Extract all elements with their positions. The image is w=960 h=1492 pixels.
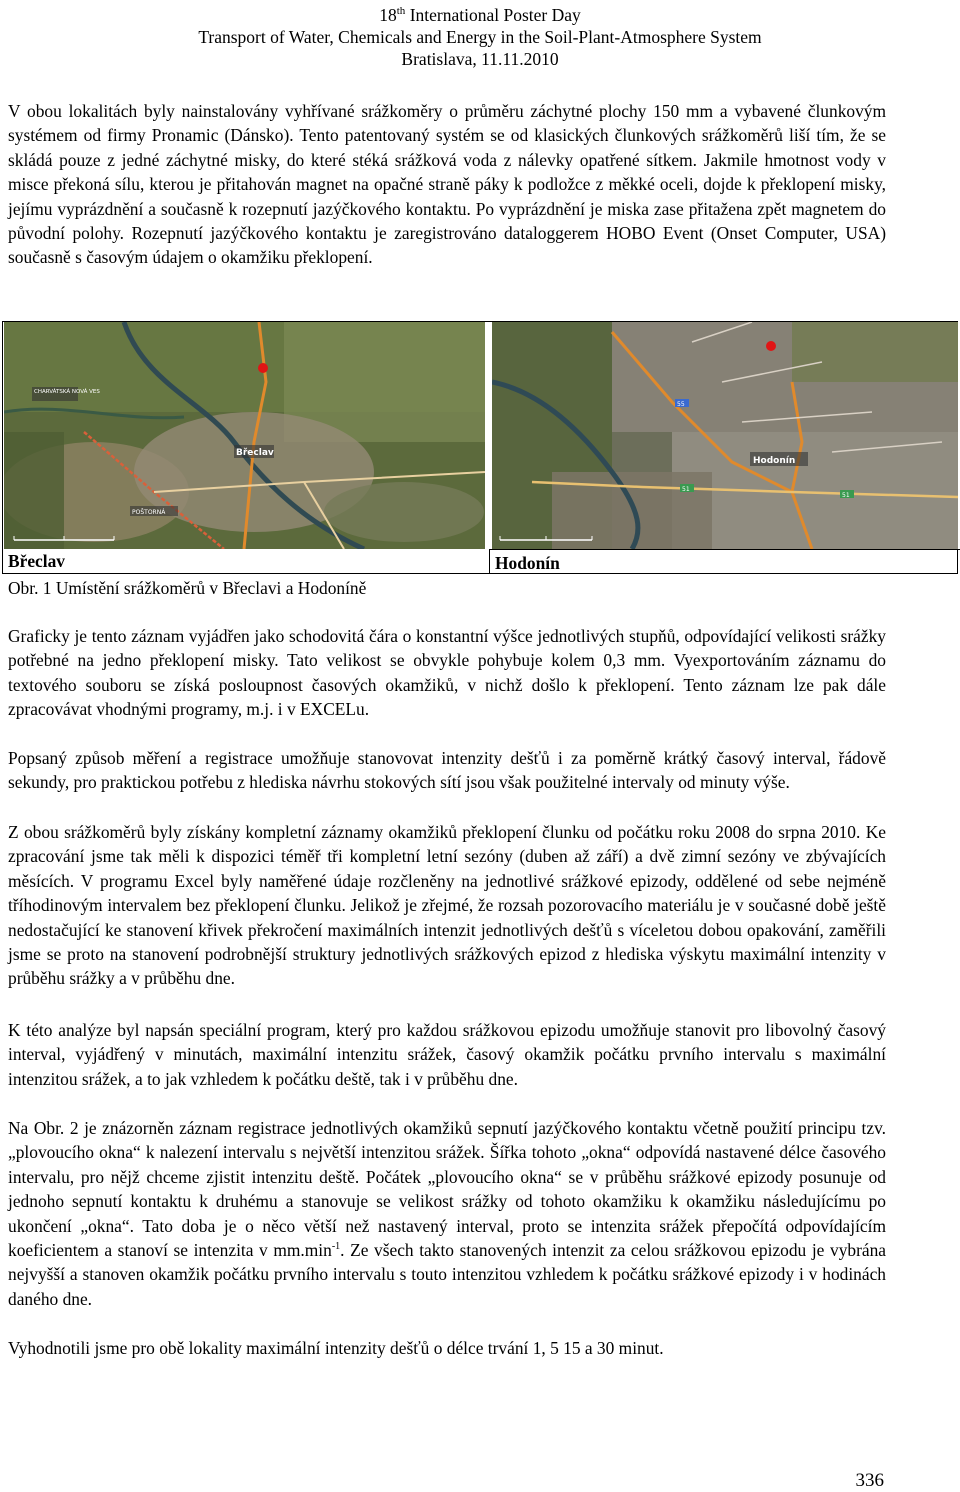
svg-text:CHARVÁTSKÁ NOVÁ VES: CHARVÁTSKÁ NOVÁ VES [34, 389, 100, 395]
map-caption-breclav: Břeclav [8, 551, 65, 571]
paragraph-floating-window: Na Obr. 2 je znázorněn záznam registrace jednotlivých okamžiků sepnutí jazýčkového kontaktu včetně použití principu tzv. „plovoucího okna“ k nalezení intervalu s největší intenzitou srážek. Šířka tohoto „okna“ odpovídá nastavené délce časového intervalu, pro nějž chceme zjistit intenzitu deště. Počátek „plovoucího okna“ se v průběhu srážkové epizody posunuje od jednoho sepnutí kontaktu k druhému a stanovuje se velikost srážky od tohoto okamžiku k okamžiku následujícímu po ukončení „okna“. Tato doba je o něco větší než nastavený interval, proto se intenzita srážek přepočítá odpovídajícím koeficientem a stanoví se intenzita v $mm.\min^{-1}$. Ze všech takto stanovených intenzit za celou srážkovou epizodu je vybrána nejvyšší a stanoven okamžik počátku prvního intervalu s touto intenzitou vzhledem k počátku srážkové epizody i v hodinách daného dne. [8, 1118, 887, 1309]
map-breclav [4, 322, 485, 549]
svg-text:51: 51 [842, 492, 850, 499]
paragraph-analysis-program: K této analýze byl napsán speciální program, který pro každou srážkovou epizodu umožňuje stanovit pro libovolný časový interval, vyjádřený v minutách, maximální intenzitu srážek, časový okamžik počátku prvního intervalu s maximální intenzitou srážek, a to jak vzhledem k počátku deště, tak i v průběhu dne. [8, 1020, 886, 1089]
paragraph-data-records: Z obou srážkoměrů byly získány kompletní záznamy okamžiků překlopení člunku od počátku roku 2008 do srpna 2010. Ke zpracování jsme tak měli k dispozici téměř tři kompletní letní sezóny (duben až září) a dvě zimní sezóny ve zbývajících měsících. V programu Excel byly naměřené údaje rozčleněny na jednotlivé srážkové epizody, oddělené od sebe nejméně tříhodinovým intervalem bez překlopení člunku. Jelikož je zřejmé, že rozsah pozorovacího materiálu je v současné době ještě nedostačující ke stanovení křivek překročení maximálních intenzit jednotlivých dešťů s víceletou dobou opakování, zaměřili jsme se proto na stanovení podrobnější struktury jednotlivých srážkových epizod z hlediska výskytu maximální intenzity v průběhu srážky a v průběhu dne. [8, 822, 886, 989]
gauge-marker-hodonin [766, 341, 776, 351]
paragraph-evaluation: Vyhodnotili jsme pro obě lokality maximální intenzity dešťů o délce trvání 1, 5 15 a 30 minut. [8, 1338, 664, 1358]
svg-text:51: 51 [682, 486, 690, 493]
map-hodonin [492, 322, 958, 549]
paragraph-graph-description: Graficky je tento záznam vyjádřen jako schodovitá čára o konstantní výšce jednotlivých stupňů, odpovídající velikosti srážky potřebné na jedno překlopení misky. Tato velikost se obvykle pohybuje kolem 0,3 mm. Vyexportováním záznamu do textového souboru se získá posloupnost časových okamžiků, v nichž došlo k překlopení. Tento záznam lze pak dále zpracovávat vhodnými programy, m.j. i v EXCELu. [8, 626, 886, 720]
svg-text:55: 55 [677, 401, 685, 408]
map-caption-hodonin: Hodonín [489, 549, 960, 574]
conference-subtitle: Transport of Water, Chemicals and Energy in the Soil-Plant-Atmosphere System [198, 27, 762, 47]
svg-text:Hodonín: Hodonín [753, 456, 796, 466]
figure-maps [2, 321, 958, 574]
paragraph-measurement-method: Popsaný způsob měření a registrace umožňuje stanovovat intenzity dešťů i za poměrně krátký časový interval, řádově sekundy, pro praktickou potřebu z hlediska návrhu stokových sítí jsou však použitelné intervaly od minuty výše. [8, 748, 886, 793]
page-header [0, 4, 960, 70]
map-hodonin-image [492, 322, 958, 549]
intro-paragraph: V obou lokalitách byly nainstalovány vyhřívané srážkoměry o průměru záchytné plochy 150 mm a vybavené člunkovým systémem od firmy Pronamic (Dánsko). Tento patentovaný systém se od klasických člunkových srážkoměrů liší tím, že se skládá pouze z jedné záchytné misky, do které stéká srážková voda z nálevky opatřené sítkem. Jakmile hmotnost vody v misce překoná sílu, kterou je přitahován magnet na opačné straně páky k podložce z měkké oceli, dojde k překlopení misky, jejímu vyprázdnění a současně k rozepnutí jazýčkového kontaktu. Po vyprázdnění je miska zase přitažena zpět magnetem do původní polohy. Rozepnutí jazýčkového kontaktu je zaregistrováno dataloggerem HOBO Event (Onset Computer, USA) současně s časovým údajem o okamžiku překlopení. [8, 101, 886, 268]
map-breclav-image [4, 322, 485, 549]
conference-title: 18th International Poster Day [379, 5, 581, 25]
figure-caption: Obr. 1 Umístění srážkoměrů v Břeclavi a Hodoníně [8, 578, 367, 598]
conference-place-date: Bratislava, 11.11.2010 [401, 49, 559, 69]
svg-text:Břeclav: Břeclav [236, 448, 274, 458]
svg-text:POŠTORNÁ: POŠTORNÁ [132, 509, 166, 516]
gauge-marker-breclav [258, 363, 268, 373]
page-number: 336 [855, 1470, 884, 1491]
